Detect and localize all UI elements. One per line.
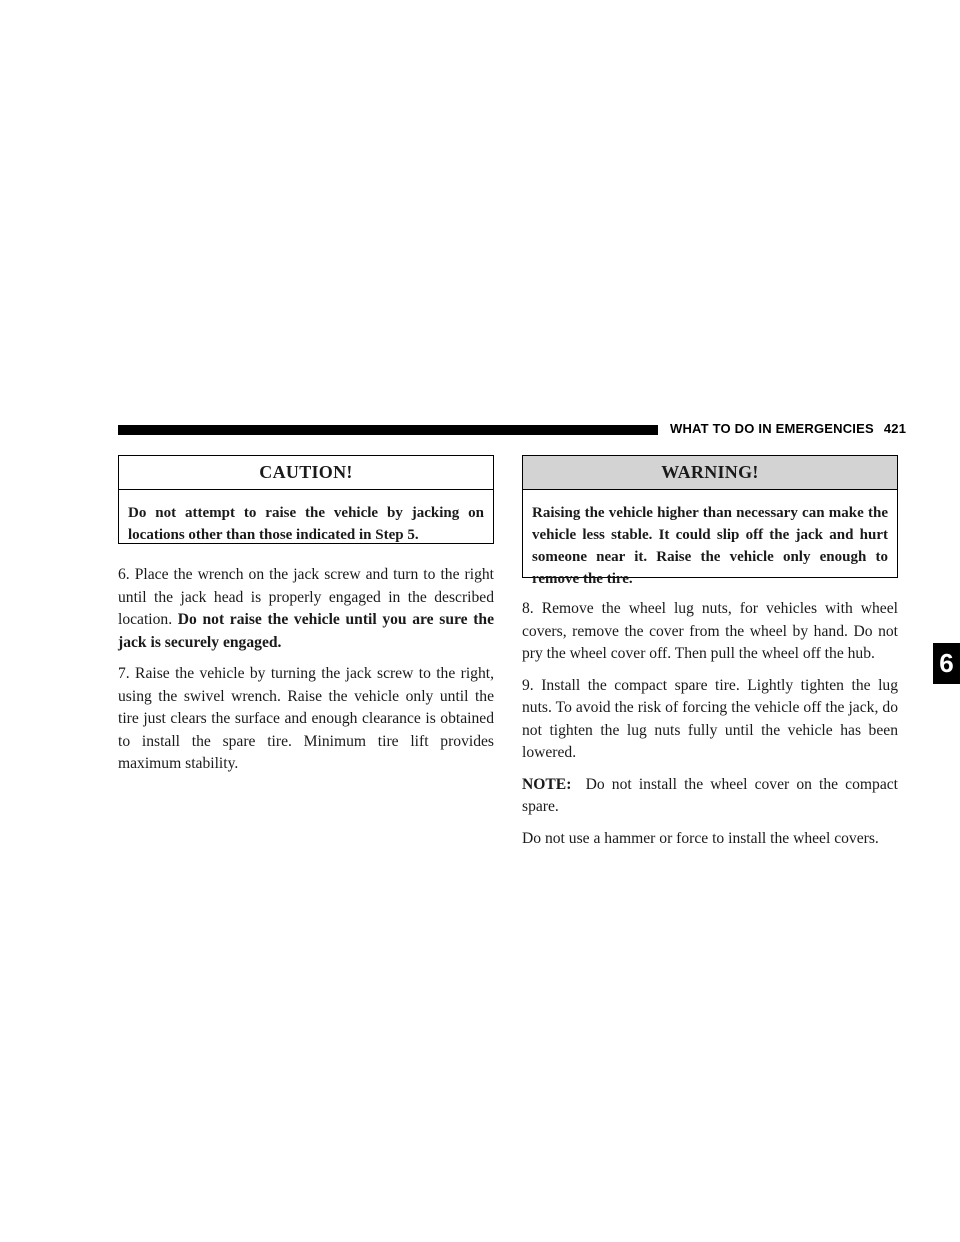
step-7-paragraph: 7. Raise the vehicle by turning the jack screw to the right, using the swivel wrench. Raise the vehicle only until the tire just clears the surface and enough clearance is obtained to install the spare tire. Minimum tire lift provides maximum stability. [118, 665, 494, 772]
warning-box [522, 455, 898, 587]
step-6-paragraph [118, 564, 494, 654]
step-6-bold: Do not raise the vehicle until you are sure the jack is securely engaged. [118, 611, 494, 651]
running-header [670, 421, 906, 436]
final-paragraph: Do not use a hammer or force to install the wheel covers. [522, 829, 879, 847]
note-text: Do not install the wheel cover on the compact spare. [522, 775, 899, 815]
note-label: NOTE: [522, 775, 572, 793]
step-8-paragraph: 8. Remove the wheel lug nuts, for vehicles with wheel covers, remove the cover from the wheel by hand. Do not pry the wheel cover off. Then pull the wheel off the hub. [522, 600, 898, 662]
chapter-tab: 6 [933, 643, 960, 684]
left-column [118, 455, 494, 785]
right-column [522, 455, 898, 859]
warning-body: Raising the vehicle higher than necessary can make the vehicle less stable. It could slip off the jack and hurt someone near it. Raise the vehicle only enough to remove the tire. [532, 505, 888, 587]
warning-title: WARNING! [523, 456, 897, 490]
step-9-paragraph: 9. Install the compact spare tire. Lightly tighten the lug nuts. To avoid the risk of forcing the vehicle off the jack, do not tighten the lug nuts fully until the vehicle has been lowered. [522, 676, 898, 761]
page-number: 421 [883, 421, 907, 436]
section-title: WHAT TO DO IN EMERGENCIES [670, 421, 874, 436]
step-6-text: 6. Place the wrench on the jack screw and turn to the right until the jack head is properly engaged in the described location. [118, 566, 494, 628]
caution-box [118, 455, 494, 544]
note-paragraph [522, 774, 898, 819]
header-rule [118, 425, 658, 435]
caution-title: CAUTION! [119, 456, 493, 490]
caution-body: Do not attempt to raise the vehicle by jacking on locations other than those indicated in Step 5. [128, 505, 484, 543]
